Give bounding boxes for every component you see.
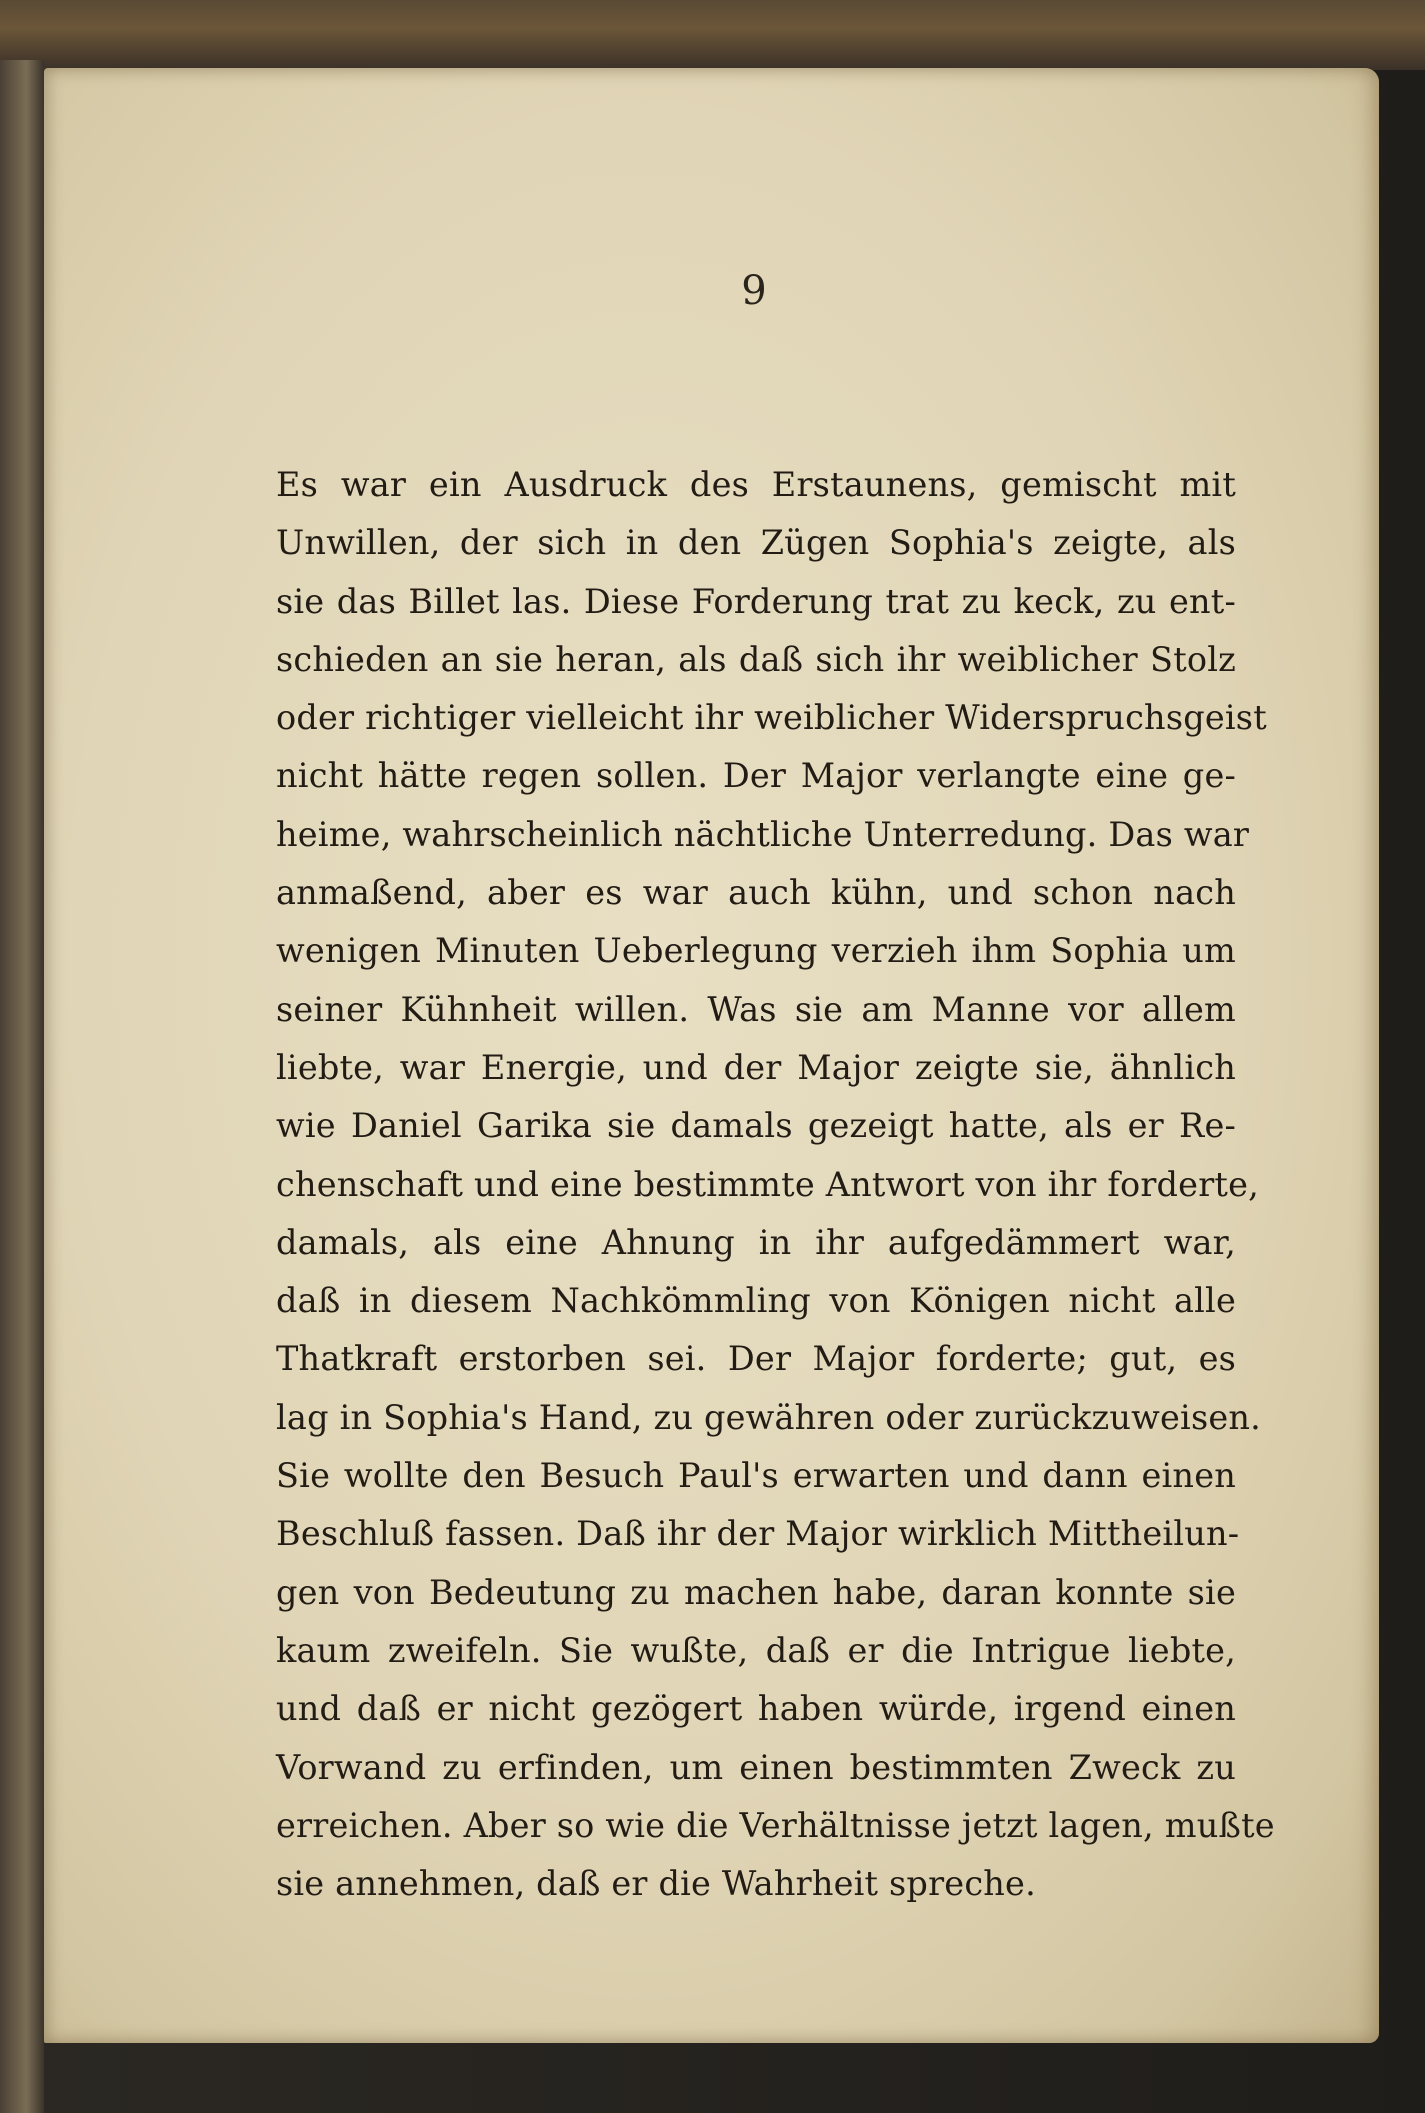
text-line: sie annehmen, daß er die Wahrheit spreche. (276, 1864, 1036, 1904)
text-line: liebte, war Energie, und der Major zeigte sie, ähnlich (276, 1047, 1236, 1087)
text-line: lag in Sophia's Hand, zu gewähren oder zurückzuweisen. (276, 1397, 1261, 1437)
text-line: gen von Bedeutung zu machen habe, daran konnte sie (276, 1572, 1236, 1612)
text-line: chenschaft und eine bestimmte Antwort von ihr forderte, (276, 1164, 1259, 1204)
text-line: schieden an sie heran, als daß sich ihr weiblicher Stolz (276, 639, 1236, 679)
body-text (276, 456, 1275, 1913)
text-line: daß in diesem Nachkömmling von Königen nicht alle (276, 1281, 1236, 1321)
text-line: sie das Billet las. Diese Forderung trat zu keck, zu ent- (276, 581, 1236, 621)
text-line: wie Daniel Garika sie damals gezeigt hatte, als er Re- (276, 1106, 1236, 1146)
text-line: seiner Kühnheit willen. Was sie am Manne vor allem (276, 989, 1236, 1029)
text-line: Sie wollte den Besuch Paul's erwarten und dann einen (276, 1456, 1236, 1496)
text-line: damals, als eine Ahnung in ihr aufgedämmert war, (276, 1222, 1236, 1262)
text-line: kaum zweifeln. Sie wußte, daß er die Intrigue liebte, (276, 1630, 1236, 1670)
text-line: und daß er nicht gezögert haben würde, irgend einen (276, 1689, 1236, 1729)
text-line: wenigen Minuten Ueberlegung verzieh ihm Sophia um (276, 931, 1236, 971)
text-line: heime, wahrscheinlich nächtliche Unterredung. Das war (276, 814, 1250, 854)
page-number: 9 (741, 268, 767, 314)
text-line: nicht hätte regen sollen. Der Major verlangte eine ge- (276, 756, 1236, 796)
book-page (44, 68, 1379, 2043)
book-top-edge (0, 0, 1425, 70)
text-line: oder richtiger vielleicht ihr weiblicher Widerspruchsgeist (276, 698, 1267, 738)
text-line: Beschluß fassen. Daß ihr der Major wirklich Mittheilun- (276, 1514, 1240, 1554)
text-line: Thatkraft erstorben sei. Der Major forderte; gut, es (276, 1339, 1236, 1379)
book-spine-edge (0, 60, 44, 2113)
text-line: Vorwand zu erfinden, um einen bestimmten Zweck zu (276, 1747, 1236, 1787)
text-line: erreichen. Aber so wie die Verhältnisse jetzt lagen, mußte (276, 1805, 1275, 1845)
text-line: Es war ein Ausdruck des Erstaunens, gemischt mit (276, 465, 1236, 504)
text-line: anmaßend, aber es war auch kühn, und schon nach (276, 873, 1236, 913)
text-line: Unwillen, der sich in den Zügen Sophia's zeigte, als (276, 523, 1236, 563)
